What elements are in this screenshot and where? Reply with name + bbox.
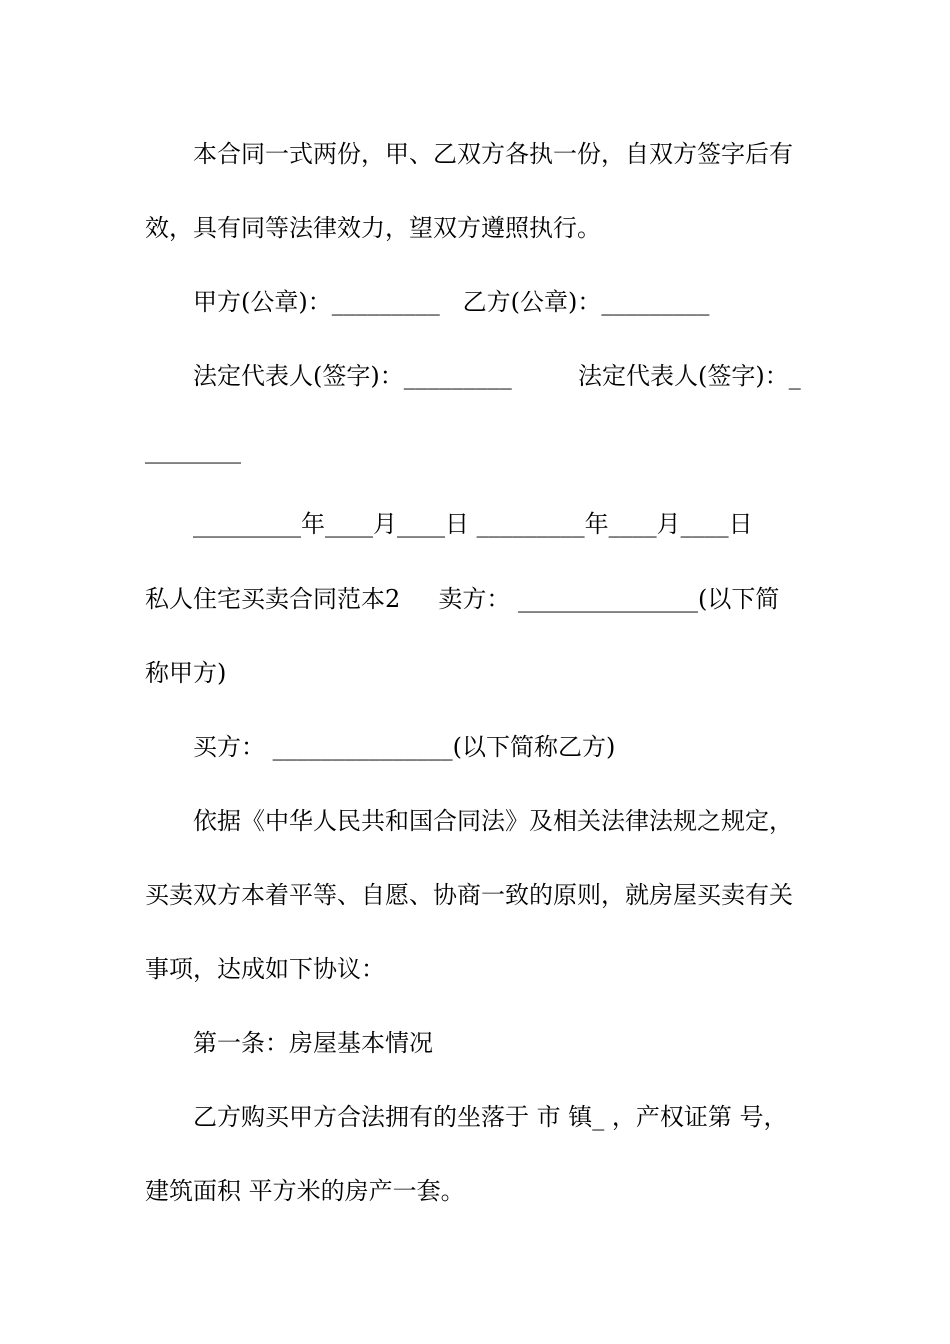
paragraph-line: 效，具有同等法律效力，望双方遵照执行。 [145,214,601,242]
contract-title-seller-line: 私人住宅买卖合同范本2 卖方： _______________(以下简 [145,585,780,613]
paragraph-line: 建筑面积 平方米的房产一套。 [145,1177,465,1205]
buyer-line: 买方： _______________(以下简称乙方) [193,733,616,761]
paragraph-line: 本合同一式两份，甲、乙双方各执一份，自双方签字后有 [193,140,793,168]
signature-continuation: ________ [145,436,241,464]
paragraph-line: 事项，达成如下协议： [145,955,385,983]
paragraph-line: 称甲方) [145,659,227,687]
article-heading: 第一条：房屋基本情况 [193,1029,433,1057]
paragraph-line: 依据《中华人民共和国合同法》及相关法律法规之规定， [193,807,793,835]
representative-signature-b: 法定代表人(签字)：_ [578,362,801,390]
paragraph-line: 买卖双方本着平等、自愿、协商一致的原则，就房屋买卖有关 [145,881,793,909]
party-seal-line: 甲方(公章)：_________ 乙方(公章)：_________ [193,288,710,316]
date-line: _________年____月____日 _________年____月____日 [193,510,753,538]
representative-signature-a: 法定代表人(签字)：_________ [193,362,512,390]
paragraph-line: 乙方购买甲方合法拥有的坐落于 市 镇_ ，产权证第 号， [193,1103,788,1131]
